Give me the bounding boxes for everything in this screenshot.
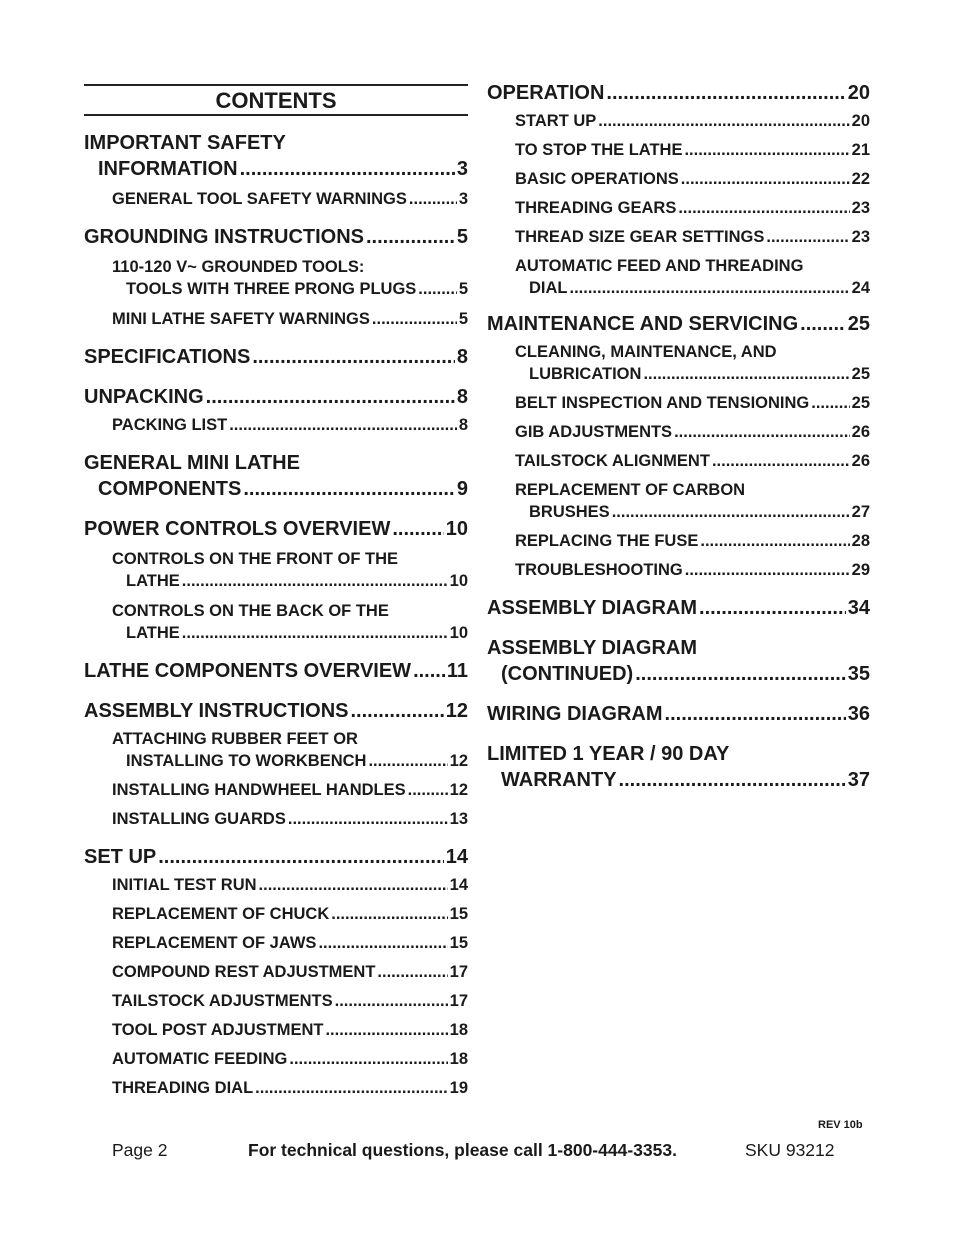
toc-entry-set-up[interactable] bbox=[84, 844, 468, 870]
toc-entry-tailstock-alignment[interactable] bbox=[487, 450, 870, 472]
entry-title-line2: LATHE bbox=[126, 572, 180, 590]
toc-entry-basic-operations[interactable] bbox=[487, 168, 870, 190]
toc-entry-unpacking[interactable] bbox=[84, 384, 468, 410]
toc-entry-belt[interactable] bbox=[487, 392, 870, 414]
page-number: 9 bbox=[456, 478, 468, 500]
entry-title-line2: (CONTINUED) bbox=[501, 663, 634, 685]
entry-title-line1: AUTOMATIC FEED AND THREADING bbox=[515, 257, 804, 275]
entry-title: TO STOP THE LATHE bbox=[515, 141, 683, 159]
page-number: 34 bbox=[847, 597, 870, 619]
page-number: 25 bbox=[847, 313, 870, 335]
toc-entry-tool-post[interactable] bbox=[84, 1019, 468, 1041]
toc-entry-start-up[interactable] bbox=[487, 110, 870, 132]
entry-title: GIB ADJUSTMENTS bbox=[515, 423, 673, 441]
toc-entry-fuse[interactable] bbox=[487, 530, 870, 552]
entry-title: TAILSTOCK ADJUSTMENTS bbox=[112, 992, 333, 1010]
entry-title: TROUBLESHOOTING bbox=[515, 561, 683, 579]
toc-entry-threading-gears[interactable] bbox=[487, 197, 870, 219]
page-number: 5 bbox=[458, 280, 468, 298]
entry-title-line2: BRUSHES bbox=[529, 503, 610, 521]
toc-entry-important-safety[interactable] bbox=[84, 130, 468, 182]
page-number: 15 bbox=[449, 934, 468, 952]
page-number: 17 bbox=[449, 992, 468, 1010]
page-number: 10 bbox=[449, 624, 468, 642]
page-number: 37 bbox=[847, 769, 870, 791]
entry-title: GROUNDING INSTRUCTIONS bbox=[84, 226, 364, 248]
revision-label: REV 10b bbox=[818, 1119, 863, 1131]
page-number: 28 bbox=[851, 532, 870, 550]
entry-title: ASSEMBLY DIAGRAM bbox=[487, 597, 698, 619]
entry-title: TAILSTOCK ALIGNMENT bbox=[515, 452, 710, 470]
page-number: 8 bbox=[456, 346, 468, 368]
page-number: 18 bbox=[449, 1050, 468, 1068]
entry-title: INSTALLING GUARDS bbox=[112, 810, 286, 828]
page-number: 25 bbox=[851, 365, 870, 383]
page-number: 24 bbox=[851, 279, 870, 297]
toc-entry-handwheel[interactable] bbox=[84, 779, 468, 801]
entry-title-line1: CLEANING, MAINTENANCE, AND bbox=[515, 343, 777, 361]
toc-entry-controls-front[interactable] bbox=[84, 548, 468, 592]
entry-title: LATHE COMPONENTS OVERVIEW bbox=[84, 660, 412, 682]
page-number: 10 bbox=[449, 572, 468, 590]
contents-heading: CONTENTS bbox=[84, 84, 468, 116]
page-number: 13 bbox=[449, 810, 468, 828]
page-number: 3 bbox=[456, 158, 468, 180]
page-number: 12 bbox=[445, 700, 468, 722]
entry-title: SET UP bbox=[84, 846, 157, 868]
page-number: 27 bbox=[851, 503, 870, 521]
entry-title-line2: TOOLS WITH THREE PRONG PLUGS bbox=[126, 280, 417, 298]
page-number: 5 bbox=[456, 226, 468, 248]
toc-entry-auto-feed-threading[interactable] bbox=[487, 255, 870, 299]
page-number: 26 bbox=[851, 452, 870, 470]
toc-entry-grounding[interactable] bbox=[84, 224, 468, 250]
toc-entry-chuck[interactable] bbox=[84, 903, 468, 925]
entry-title: INSTALLING HANDWHEEL HANDLES bbox=[112, 781, 406, 799]
toc-entry-grounded-tools[interactable] bbox=[84, 256, 468, 300]
toc-entry-automatic-feeding[interactable] bbox=[84, 1048, 468, 1070]
page-number: 8 bbox=[456, 386, 468, 408]
toc-entry-test-run[interactable] bbox=[84, 874, 468, 896]
page-number: 26 bbox=[851, 423, 870, 441]
entry-title: MINI LATHE SAFETY WARNINGS bbox=[112, 310, 370, 328]
toc-entry-gib[interactable] bbox=[487, 421, 870, 443]
page-number: 23 bbox=[851, 199, 870, 217]
entry-title: SPECIFICATIONS bbox=[84, 346, 251, 368]
entry-title: WIRING DIAGRAM bbox=[487, 703, 663, 725]
toc-entry-carbon-brushes[interactable] bbox=[487, 479, 870, 523]
page-number: 14 bbox=[449, 876, 468, 894]
toc-entry-warranty[interactable] bbox=[487, 741, 870, 793]
page-number: 29 bbox=[851, 561, 870, 579]
entry-title-line1: LIMITED 1 YEAR / 90 DAY bbox=[487, 743, 730, 765]
toc-entry-tailstock-adjustments[interactable] bbox=[84, 990, 468, 1012]
page-number: 14 bbox=[445, 846, 468, 868]
toc-entry-controls-back[interactable] bbox=[84, 600, 468, 644]
entry-title: REPLACING THE FUSE bbox=[515, 532, 699, 550]
toc-entry-assembly-diagram-continued[interactable] bbox=[487, 635, 870, 687]
entry-title: TOOL POST ADJUSTMENT bbox=[112, 1021, 324, 1039]
entry-title: PACKING LIST bbox=[112, 416, 228, 434]
entry-title-line1: CONTROLS ON THE FRONT OF THE bbox=[112, 550, 398, 568]
entry-title-line2: WARRANTY bbox=[501, 769, 617, 791]
entry-title: BELT INSPECTION AND TENSIONING bbox=[515, 394, 810, 412]
entry-title-line1: IMPORTANT SAFETY bbox=[84, 132, 286, 154]
page-number: 12 bbox=[449, 752, 468, 770]
toc-entry-rubber-feet[interactable] bbox=[84, 728, 468, 772]
toc-entry-stop-lathe[interactable] bbox=[487, 139, 870, 161]
page-number: 17 bbox=[449, 963, 468, 981]
toc-entry-thread-size[interactable] bbox=[487, 226, 870, 248]
toc-entry-compound-rest[interactable] bbox=[84, 961, 468, 983]
toc-entry-wiring-diagram[interactable] bbox=[487, 701, 870, 727]
page-number: 21 bbox=[851, 141, 870, 159]
entry-title: START UP bbox=[515, 112, 597, 130]
entry-title: THREAD SIZE GEAR SETTINGS bbox=[515, 228, 765, 246]
entry-title: THREADING GEARS bbox=[515, 199, 677, 217]
sku-label: SKU 93212 bbox=[745, 1140, 835, 1160]
entry-title: ASSEMBLY INSTRUCTIONS bbox=[84, 700, 349, 722]
page-number: 18 bbox=[449, 1021, 468, 1039]
entry-title-line1: GENERAL MINI LATHE bbox=[84, 452, 300, 474]
page-number: 8 bbox=[458, 416, 468, 434]
toc-entry-assembly-instructions[interactable] bbox=[84, 698, 468, 724]
page-number: 25 bbox=[851, 394, 870, 412]
page-number: 15 bbox=[449, 905, 468, 923]
entry-title: OPERATION bbox=[487, 82, 605, 104]
technical-support-line: For technical questions, please call 1-800-444-3353. bbox=[248, 1140, 677, 1160]
entry-title-line1: ATTACHING RUBBER FEET OR bbox=[112, 730, 358, 748]
page-number: 10 bbox=[445, 518, 468, 540]
toc-entry-troubleshooting[interactable] bbox=[487, 559, 870, 581]
entry-title: BASIC OPERATIONS bbox=[515, 170, 679, 188]
toc-left-column bbox=[84, 80, 468, 1099]
entry-title-line1: ASSEMBLY DIAGRAM bbox=[487, 637, 698, 659]
entry-title: AUTOMATIC FEEDING bbox=[112, 1050, 288, 1068]
page-number: 20 bbox=[851, 112, 870, 130]
page-number: 5 bbox=[458, 310, 468, 328]
entry-title: MAINTENANCE AND SERVICING bbox=[487, 313, 799, 335]
page-number: 36 bbox=[847, 703, 870, 725]
entry-title: THREADING DIAL bbox=[112, 1079, 254, 1097]
toc-right-column bbox=[487, 80, 870, 793]
toc-entry-assembly-diagram[interactable] bbox=[487, 595, 870, 621]
entry-title: COMPOUND REST ADJUSTMENT bbox=[112, 963, 376, 981]
toc-entry-packing-list[interactable] bbox=[84, 414, 468, 436]
entry-title-line2: DIAL bbox=[529, 279, 568, 297]
entry-title: GENERAL TOOL SAFETY WARNINGS bbox=[112, 190, 407, 208]
entry-title: INITIAL TEST RUN bbox=[112, 876, 257, 894]
page-number: 23 bbox=[851, 228, 870, 246]
entry-title: REPLACEMENT OF JAWS bbox=[112, 934, 317, 952]
toc-entry-mini-lathe-safety[interactable] bbox=[84, 308, 468, 330]
entry-title-line1: 110-120 V~ GROUNDED TOOLS: bbox=[112, 258, 365, 276]
toc-entry-maintenance[interactable] bbox=[487, 311, 870, 337]
toc-entry-specifications[interactable] bbox=[84, 344, 468, 370]
page-number: 3 bbox=[458, 190, 468, 208]
entry-title-line2: INFORMATION bbox=[98, 158, 238, 180]
toc-entry-jaws[interactable] bbox=[84, 932, 468, 954]
toc-entry-operation[interactable] bbox=[487, 80, 870, 106]
toc-entry-cleaning[interactable] bbox=[487, 341, 870, 385]
entry-title-line1: CONTROLS ON THE BACK OF THE bbox=[112, 602, 389, 620]
toc-entry-general-components[interactable] bbox=[84, 450, 468, 502]
entry-title: POWER CONTROLS OVERVIEW bbox=[84, 518, 391, 540]
toc-entry-power-controls[interactable] bbox=[84, 516, 468, 542]
entry-title-line1: REPLACEMENT OF CARBON bbox=[515, 481, 746, 499]
page-number: 12 bbox=[449, 781, 468, 799]
page-number: 11 bbox=[446, 660, 468, 682]
entry-title-line2: LUBRICATION bbox=[529, 365, 642, 383]
toc-entry-lathe-components[interactable] bbox=[84, 658, 468, 684]
entry-title: UNPACKING bbox=[84, 386, 204, 408]
toc-entry-guards[interactable] bbox=[84, 808, 468, 830]
entry-title-line2: INSTALLING TO WORKBENCH bbox=[126, 752, 367, 770]
entry-title-line2: LATHE bbox=[126, 624, 180, 642]
page-number: 19 bbox=[449, 1079, 468, 1097]
page-number: 22 bbox=[851, 170, 870, 188]
toc-entry-general-tool-safety[interactable] bbox=[84, 188, 468, 210]
toc-entry-threading-dial[interactable] bbox=[84, 1077, 468, 1099]
page-number: 35 bbox=[847, 663, 870, 685]
entry-title-line2: COMPONENTS bbox=[98, 478, 242, 500]
page-number: 20 bbox=[847, 82, 870, 104]
page-number-footer: Page 2 bbox=[112, 1140, 168, 1160]
entry-title: REPLACEMENT OF CHUCK bbox=[112, 905, 330, 923]
